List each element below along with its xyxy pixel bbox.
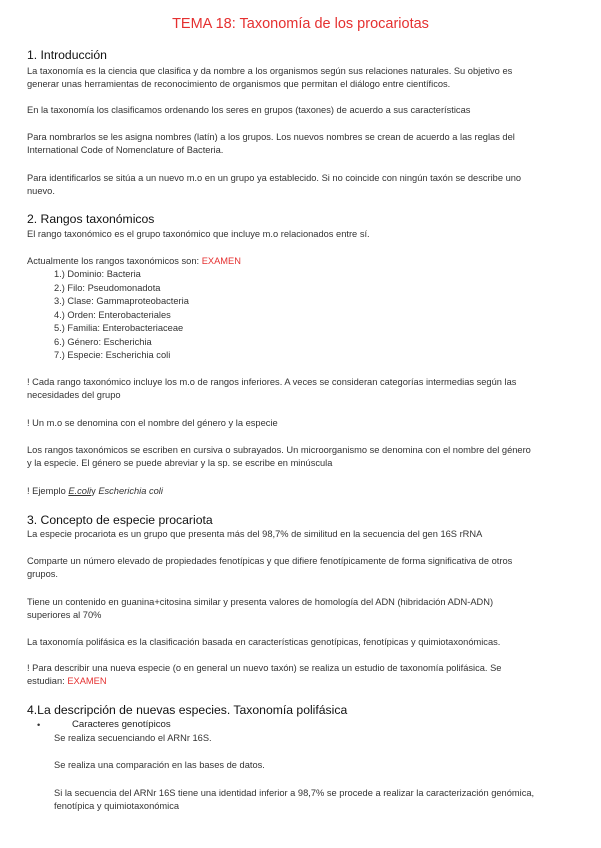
rank-item: 1.) Dominio: Bacteria xyxy=(54,269,141,279)
section-heading-especie: 3. Concepto de especie procariota xyxy=(27,513,213,527)
paragraph: Para identificarlos se sitúa a un nuevo m.o en un grupo ya establecido. Si no coincide con ningún taxón se describe uno nuevo. xyxy=(27,173,522,197)
rank-item: 6.) Género: Escherichia xyxy=(54,336,152,347)
subheading-genotipicos: Caracteres genotípicos xyxy=(72,719,171,730)
rank-item: 3.) Clase: Gammaproteobacteria xyxy=(54,296,189,306)
example-line: ! Ejemplo E.coliy Escherichia coli xyxy=(27,486,163,496)
paragraph: La especie procariota es un grupo que presenta más del 98,7% de similitud en la secuencia del gen 16S rRNA xyxy=(27,529,483,539)
section-heading-rangos: 2. Rangos taxonómicos xyxy=(27,212,155,226)
section-heading-descripcion: 4.La descripción de nuevas especies. Taxonomía polifásica xyxy=(27,703,348,717)
paragraph: ! Para describir una nueva especie (o en general un nuevo taxón) se realiza un estudio de taxonomía polifásica. Se estudian: EXAMEN xyxy=(27,663,502,687)
paragraph: La taxonomía es la ciencia que clasifica y da nombre a los organismos según sus relaciones naturales. Su objetivo es generar unas herramientas de reconocimiento de organismos que permitan el diálogo entre científicos. xyxy=(27,66,513,90)
page-title: TEMA 18: Taxonomía de los procariotas xyxy=(172,16,429,32)
rank-item: 7.) Especie: Escherichia coli xyxy=(54,350,171,360)
rank-item: 2.) Filo: Pseudomonadota xyxy=(54,282,161,293)
paragraph: Comparte un número elevado de propiedades fenotípicas y que difiere fenotípicamente de forma significativa de otros grupos. xyxy=(27,556,513,580)
paragraph: ! Cada rango taxonómico incluye los m.o de rangos inferiores. A veces se consideran categorías intermedias según las necesidades del grupo xyxy=(27,377,517,401)
section-heading-introduccion: 1. Introducción xyxy=(27,48,107,62)
paragraph: ! Un m.o se denomina con el nombre del género y la especie xyxy=(27,418,278,428)
paragraph: El rango taxonómico es el grupo taxonómico que incluye m.o relacionados entre sí. xyxy=(27,229,370,239)
paragraph: Si la secuencia del ARNr 16S tiene una identidad inferior a 98,7% se procede a realizar la caracterización genómica, fenotípica y quimiotaxonómica xyxy=(54,788,535,812)
paragraph: Actualmente los rangos taxonómicos son: EXAMEN xyxy=(27,256,241,266)
paragraph: Tiene un contenido en guanina+citosina similar y presenta valores de homología del ADN (hibridación ADN-ADN) superiores al 70% xyxy=(27,597,494,621)
paragraph: En la taxonomía los clasificamos ordenando los seres en grupos (taxones) de acuerdo a sus características xyxy=(27,105,471,115)
rank-item: 4.) Orden: Enterobacteriales xyxy=(54,309,171,320)
bullet-icon: • xyxy=(37,720,41,730)
examen-tag: EXAMEN xyxy=(201,256,241,266)
paragraph: Los rangos taxonómicos se escriben en cursiva o subrayados. Un microorganismo se denomina con el nombre del género y la especie. El género se puede abreviar y la sp. se escribe en minúscula xyxy=(27,445,531,469)
paragraph: Se realiza secuenciando el ARNr 16S. xyxy=(54,733,212,743)
examen-tag: EXAMEN xyxy=(67,676,107,687)
paragraph: Para nombrarlos se les asigna nombres (latín) a los grupos. Los nuevos nombres se crean de acuerdo a las reglas del International Code of Nomenclature of Bacteria. xyxy=(27,132,515,156)
paragraph: La taxonomía polifásica es la clasificación basada en características genotípicas, fenotípicas y quimiotaxonómicas. xyxy=(27,637,501,647)
rank-item: 5.) Familia: Enterobacteriaceae xyxy=(54,323,184,333)
paragraph: Se realiza una comparación en las bases de datos. xyxy=(54,760,265,770)
